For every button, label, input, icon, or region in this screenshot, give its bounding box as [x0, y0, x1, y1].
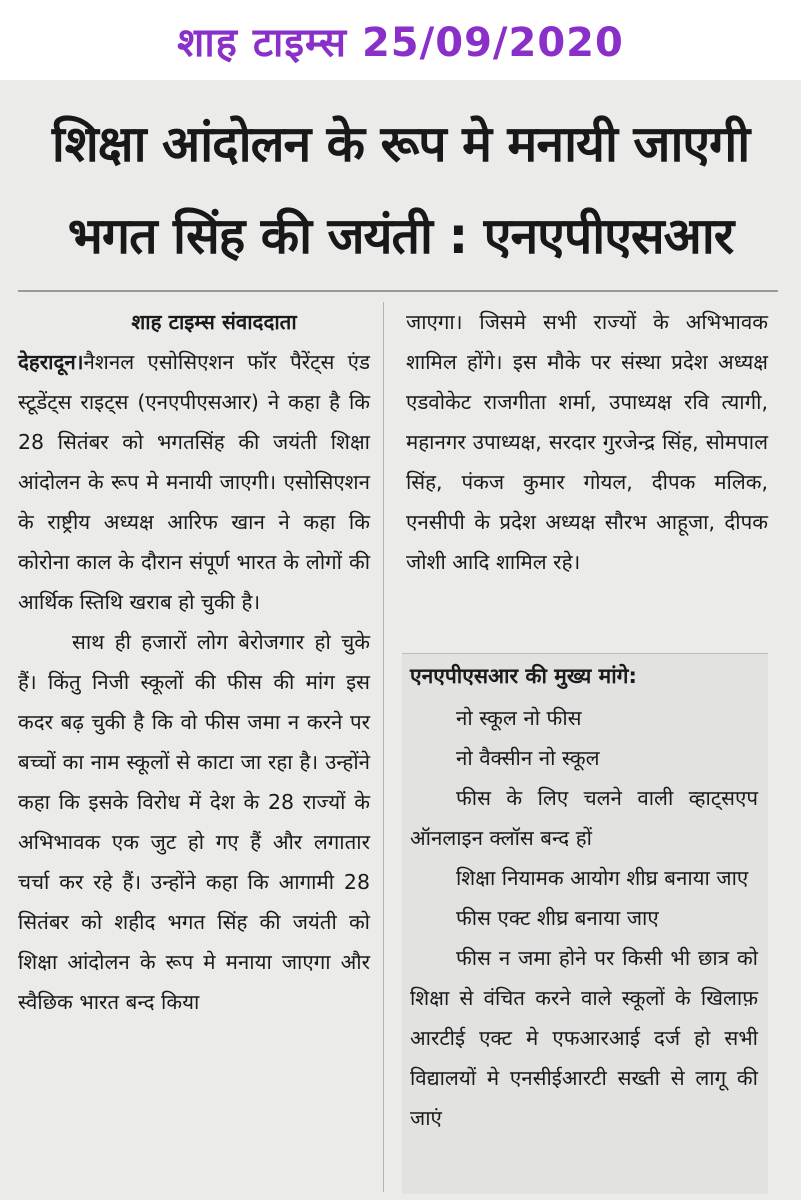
demands-box	[402, 653, 768, 1194]
article-paragraph-1-text: नैशनल एसोसिएशन फॉर पैरेंट्स एंड स्टूडेंट्स राइट्स (एनएपीएसआर) ने कहा है कि 28 सितंबर को भगतसिंह की जयंती शिक्षा आंदोलन के रूप मे मनायी जाएगी। एसोसिएशन के राष्ट्रीय अध्यक्ष आरिफ खान ने कहा कि कोरोना काल के दौरान संपूर्ण भारत के लोगों की आर्थिक स्तिथि खराब हो चुकी है।	[18, 350, 370, 614]
byline: शाह टाइम्स संवाददाता	[131, 310, 297, 334]
demands-list	[410, 698, 758, 1138]
demand-item: फीस एक्ट शीघ्र बनाया जाए	[456, 906, 659, 930]
demand-item: नो स्कूल नो फीस	[456, 706, 582, 730]
article-paragraph-2: साथ ही हजारों लोग बेरोजगार हो चुके हैं। किंतु निजी स्कूलों की फीस की मांग इस कदर बढ़ चुकी है कि वो फीस जमा न करने पर बच्चों का नाम स्कूलों से काटा जा रहा है। उन्होंने कहा कि इसके विरोध में देश के 28 राज्यों के अभिभावक एक जुट हो गए हैं और लगातार चर्चा कर रहे हैं। उन्होंने कहा कि आगामी 28 सितंबर को शहीद भगत सिंह की जयंती को शिक्षा आंदोलन के रूप मे मनाया जाएगा और स्वैछिक भारत बन्द किया	[18, 630, 370, 1014]
article-paragraph-3: जाएगा। जिसमे सभी राज्यों के अभिभावक शामिल होंगे। इस मौके पर संस्था प्रदेश अध्यक्ष एडवोकेट राजगीता शर्मा, उपाध्यक्ष रवि त्यागी, महानगर उपाध्यक्ष, सरदार गुरजेन्द्र सिंह, सोमपाल सिंह, पंकज कुमार गोयल, दीपक मलिक, एनसीपी के प्रदेश अध्यक्ष सौरभ आहूजा, दीपक जोशी आदि शामिल रहे।	[406, 310, 768, 574]
demand-item: फीस न जमा होने पर किसी भी छात्र को शिक्षा से वंचित करने वाले स्कूलों के खिलाफ़ आरटीई एक्ट मे एफआरआई दर्ज हो सभी विद्यालयों मे एनसीईआरटी सख्ती से लागू की जाएं	[410, 946, 758, 1130]
column-divider	[383, 302, 384, 1192]
headline	[12, 98, 789, 282]
headline-line-1: शिक्षा आंदोलन के रूप मे मनायी जाएगी	[51, 115, 750, 173]
masthead-title: शाह टाइम्स 25/09/2020	[177, 19, 624, 66]
dateline: देहरादून।	[18, 350, 84, 374]
demands-title: एनएपीएसआर की मुख्य मांगे:	[410, 664, 637, 688]
demand-item: फीस के लिए चलने वाली व्हाट्सएप ऑनलाइन क्लॉस बन्द हों	[410, 786, 758, 850]
demand-item: नो वैक्सीन नो स्कूल	[456, 746, 600, 770]
masthead	[0, 0, 801, 80]
headline-divider	[18, 290, 778, 292]
newspaper-clipping	[0, 80, 801, 1200]
article-column-left	[18, 302, 370, 1022]
article-column-right	[406, 302, 768, 582]
demand-item: शिक्षा नियामक आयोग शीघ्र बनाया जाए	[456, 866, 749, 890]
article-paragraph-1	[18, 342, 370, 622]
headline-line-2: भगत सिंह की जयंती : एनएपीएसआर	[67, 207, 734, 265]
